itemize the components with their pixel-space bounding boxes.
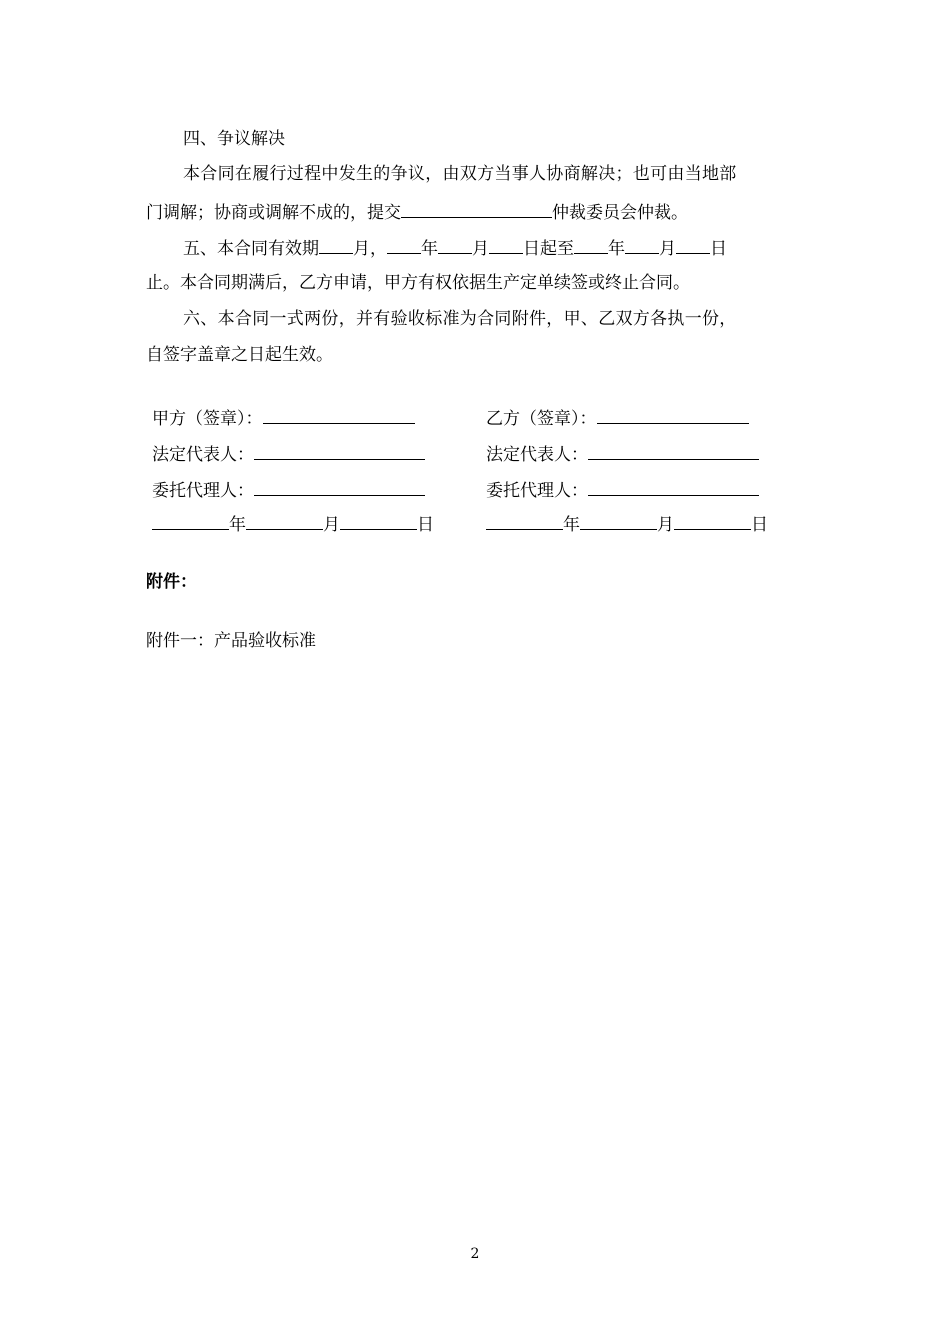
party-b-month-blank[interactable] [580,511,657,530]
party-a-day-blank[interactable] [340,511,417,530]
attachment-item-1 [146,629,316,653]
section-5-text-2: 月， [353,239,387,259]
party-a-rep-label: 法定代表人： [152,445,254,465]
end-day-blank[interactable] [676,235,710,254]
term-months-blank[interactable] [319,235,353,254]
section-4-line-2-text-b: 仲裁委员会仲裁。 [552,203,688,223]
section-4-line-1-text: 本合同在履行过程中发生的争议，由双方当事人协商解决；也可由当地部 [183,164,737,184]
party-b-rep-row [486,441,759,467]
section-4-line-2 [146,199,688,225]
party-a-year-label: 年 [229,515,246,535]
party-a-seal-blank[interactable] [263,405,415,424]
party-a-agent-label: 委托代理人： [152,481,254,501]
party-a-seal-label: 甲方（签章）： [152,409,263,429]
section-6-line-1-text: 六、本合同一式两份，并有验收标准为合同附件，甲、乙双方各执一份， [183,309,737,329]
section-5-line-1 [183,235,727,261]
party-b-day-label: 日 [751,515,768,535]
section-6-line-2-text: 自签字盖章之日起生效。 [146,345,333,365]
party-a-agent-row [152,477,425,503]
party-b-date-row [486,511,768,537]
attachments-heading-text: 附件： [146,572,197,592]
party-a-month-blank[interactable] [246,511,323,530]
section-4-line-1 [183,162,737,186]
section-5-line-2-text: 止。本合同期满后，乙方申请，甲方有权依据生产定单续签或终止合同。 [146,273,690,293]
attachment-item-1-text: 附件一：产品验收标准 [146,631,316,651]
party-a-month-label: 月 [323,515,340,535]
section-4-heading [183,127,285,151]
section-5-text-3: 年 [421,239,438,259]
section-5-text-7: 月 [659,239,676,259]
party-b-seal-label: 乙方（签章）： [486,409,597,429]
section-4-heading-text: 四、争议解决 [183,129,285,149]
party-b-year-label: 年 [563,515,580,535]
party-b-month-label: 月 [657,515,674,535]
party-b-agent-blank[interactable] [588,477,759,496]
start-month-blank[interactable] [438,235,472,254]
party-a-date-row [152,511,434,537]
arbitration-committee-blank[interactable] [401,199,552,218]
party-b-rep-blank[interactable] [588,441,759,460]
party-a-seal-row [152,405,415,431]
end-year-blank[interactable] [574,235,608,254]
section-5-text-5: 日起至 [523,239,574,259]
party-a-day-label: 日 [417,515,434,535]
party-b-seal-blank[interactable] [597,405,749,424]
party-a-agent-blank[interactable] [254,477,425,496]
section-6-line-2 [146,343,333,367]
section-5-text-4: 月 [472,239,489,259]
party-b-year-blank[interactable] [486,511,563,530]
party-a-rep-row [152,441,425,467]
party-b-rep-label: 法定代表人： [486,445,588,465]
end-month-blank[interactable] [625,235,659,254]
section-6-line-1 [183,307,737,331]
party-b-agent-label: 委托代理人： [486,481,588,501]
party-b-day-blank[interactable] [674,511,751,530]
start-day-blank[interactable] [489,235,523,254]
section-4-line-2-text-a: 门调解；协商或调解不成的，提交 [146,203,401,223]
page-number: 2 [470,1246,480,1262]
section-5-line-2 [146,271,690,295]
party-a-year-blank[interactable] [152,511,229,530]
party-b-agent-row [486,477,759,503]
start-year-blank[interactable] [387,235,421,254]
party-b-seal-row [486,405,749,431]
section-5-text-1: 五、本合同有效期 [183,239,319,259]
party-a-rep-blank[interactable] [254,441,425,460]
section-5-text-6: 年 [608,239,625,259]
section-5-text-8: 日 [710,239,727,259]
attachments-heading [146,570,197,594]
